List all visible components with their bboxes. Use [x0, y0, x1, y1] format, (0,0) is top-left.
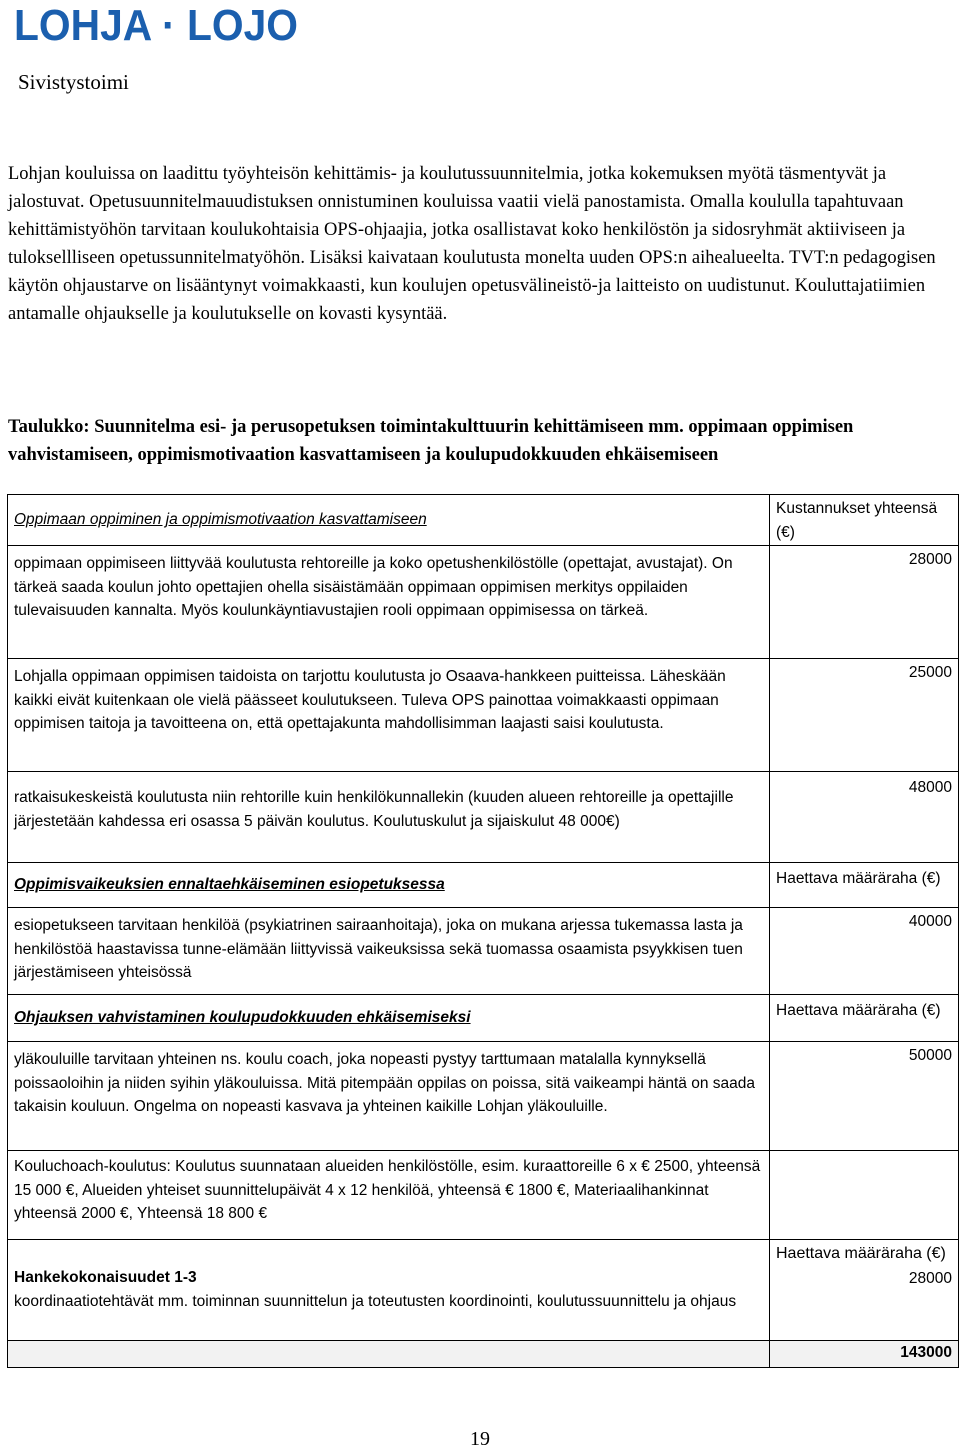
cost-header-cell: [770, 863, 959, 908]
total-label-cell: [8, 1341, 770, 1368]
section-heading-cell: [8, 495, 770, 546]
row-amount-1: 28000: [770, 546, 959, 659]
cost-header-2: Haettava määräraha (€): [776, 870, 941, 887]
logo-text: LOHJA · LOJO: [14, 2, 298, 46]
table-row: [8, 863, 959, 908]
row-text-cell: esiopetukseen tarvitaan henkilöä (psykiatrinen sairaanhoitaja), joka on mukana arjessa tukemassa lasta ja henkilöstöä haastavissa tunne-elämään liittyvissä vaikeuksissa sekä tuomassa osaamista psyykkisen tuen järjestämiseen yhteisössä: [8, 908, 770, 995]
cost-header-cell: [770, 1240, 959, 1341]
row-text-cell: ratkaisukeskeistä koulutusta niin rehtorille kuin henkilökunnallekin (kuuden alueen rehtoreille ja opettajille järjestetään kahdessa eri osassa 5 päivän koulutus. Koulutuskulut ja sijaiskulut 48 000€): [8, 772, 770, 863]
table-row: [8, 659, 959, 772]
table-row: [8, 1240, 959, 1341]
total-amount: 143000: [770, 1341, 959, 1368]
empty-cell: [770, 1151, 959, 1240]
table-row: [8, 772, 959, 863]
intro-paragraph-1: Lohjan kouluissa on laadittu työyhteisön kehittämis- ja koulutussuunnitelmia, jotka kokemuksen myötä täsmentyvät ja jalostuvat. Opetusuunnitelmauudistuksen onnistuminen kouluissa vaatii vielä panostamista. Omalla koululla tapahtuvaan kehittämistyöhön tarvitaan koulukohtaisia OPS-ohjaajia, jotka osallistavat koko henkilöstön ja sidosryhmät aktiiviseen ja tuloksellliseen opetussunnitelmatyöhön. Lisäksi kaivataan koulutusta monelta uuden OPS:n aihealueelta.: [8, 164, 906, 268]
row-text-cell: Lohjalla oppimaan oppimisen taidoista on tarjottu koulutusta jo Osaava-hankkeen puitteissa. Läheskään kaikki eivät kuitenkaan ole vielä päässeet koulutukseen. Tuleva OPS painottaa voimakkaasti oppimaan oppimisen taitoja ja tavoitteena on, että opettajakunta mahdollisimman laajasti saisi koulutusta.: [8, 659, 770, 772]
row-text-cell: [8, 1240, 770, 1341]
intro-paragraph-2: TVT:n pedagogisen käytön ohjaustarve on lisääntynyt voimakkaasti, kun koulujen opetusvälineistö-ja laitteisto on uudistunut. Kouluttajatiimien antamalle ohjaukselle ja koulutukselle on kovasti kysyntää.: [8, 248, 936, 324]
table-row: [8, 1042, 959, 1151]
section-heading-1: Oppimaan oppiminen ja oppimismotivaation kasvattamiseen: [14, 511, 427, 529]
row-text-cell: oppimaan oppimiseen liittyvää koulutusta rehtoreille ja koko opetushenkilöstölle (opettajat, avustajat). On tärkeä saada koulun johto opettajien ohella sisäistämään oppimaan oppimisen merkitys oppilaiden tulevaisuuden kannalta. Myös koulunkäyntiavustajien rooli oppimaan oppimisessa on tärkeä.: [8, 546, 770, 659]
row-amount-2: 25000: [770, 659, 959, 772]
table-row: [8, 995, 959, 1042]
section-heading-cell: [8, 863, 770, 908]
table-row: [8, 908, 959, 995]
table-row: [8, 1151, 959, 1240]
table-caption: Taulukko: Suunnitelma esi- ja perusopetuksen toimintakulttuurin kehittämiseen mm. oppimaan oppimisen vahvistamiseen, oppimismotivaation kasvattamiseen ja koulupudokkuuden ehkäisemiseen: [8, 417, 854, 465]
row-amount-5: 50000: [770, 1042, 959, 1151]
intro-text: [8, 160, 953, 328]
row-text-cell: Kouluchoach-koulutus: Koulutus suunnataan alueiden henkilöstölle, esim. kuraattoreille 6 x € 2500, yhteensä 15 000 €, Alueiden yhteiset suunnittelupäivät 4 x 12 henkilöä, yhteensä € 1800 €, Materiaalihankinnat yhteensä 2000 €, Yhteensä 18 800 €: [8, 1151, 770, 1240]
section-heading-2: Oppimisvaikeuksien ennaltaehkäiseminen esiopetuksessa: [14, 876, 445, 894]
table-row: [8, 495, 959, 546]
row-7-text: koordinaatiotehtävät mm. toiminnan suunnittelun ja toteutusten koordinointi, koulutussuunnittelu ja ohjaus: [14, 1292, 737, 1310]
cost-header-cell: [770, 995, 959, 1042]
cost-header-4: Haettava määräraha (€): [776, 1245, 946, 1262]
lohja-lojo-logo: [14, 2, 304, 46]
page-number: 19: [470, 1428, 490, 1450]
table-row: [8, 546, 959, 659]
row-amount-3: 48000: [770, 772, 959, 863]
cost-header-1: Kustannukset yhteensä (€): [776, 500, 938, 541]
total-row: [8, 1341, 959, 1368]
logo-graphic: [14, 2, 304, 46]
section-heading-4: Hankekokonaisuudet 1-3: [14, 1269, 197, 1286]
plan-table: [7, 494, 959, 1368]
cost-header-cell: [770, 495, 959, 546]
department-name: Sivistystoimi: [18, 70, 129, 94]
section-heading-cell: [8, 995, 770, 1042]
row-amount-7: 28000: [908, 1269, 952, 1287]
row-amount-4: 40000: [770, 908, 959, 995]
section-heading-3: Ohjauksen vahvistaminen koulupudokkuuden ehkäisemiseksi: [14, 1009, 471, 1027]
cost-header-3: Haettava määräraha (€): [776, 1002, 941, 1019]
row-text-cell: yläkouluille tarvitaan yhteinen ns. koulu coach, joka nopeasti pystyy tarttumaan matalalla kynnyksellä poissaoloihin ja niiden syihin yläkouluissa. Mitä pitempään oppilas on poissa, sitä vaikeampi häntä on saada takaisin kouluun. Ongelma on nopeasti kasvava ja yhteinen kaikille Lohjan yläkouluille.: [8, 1042, 770, 1151]
